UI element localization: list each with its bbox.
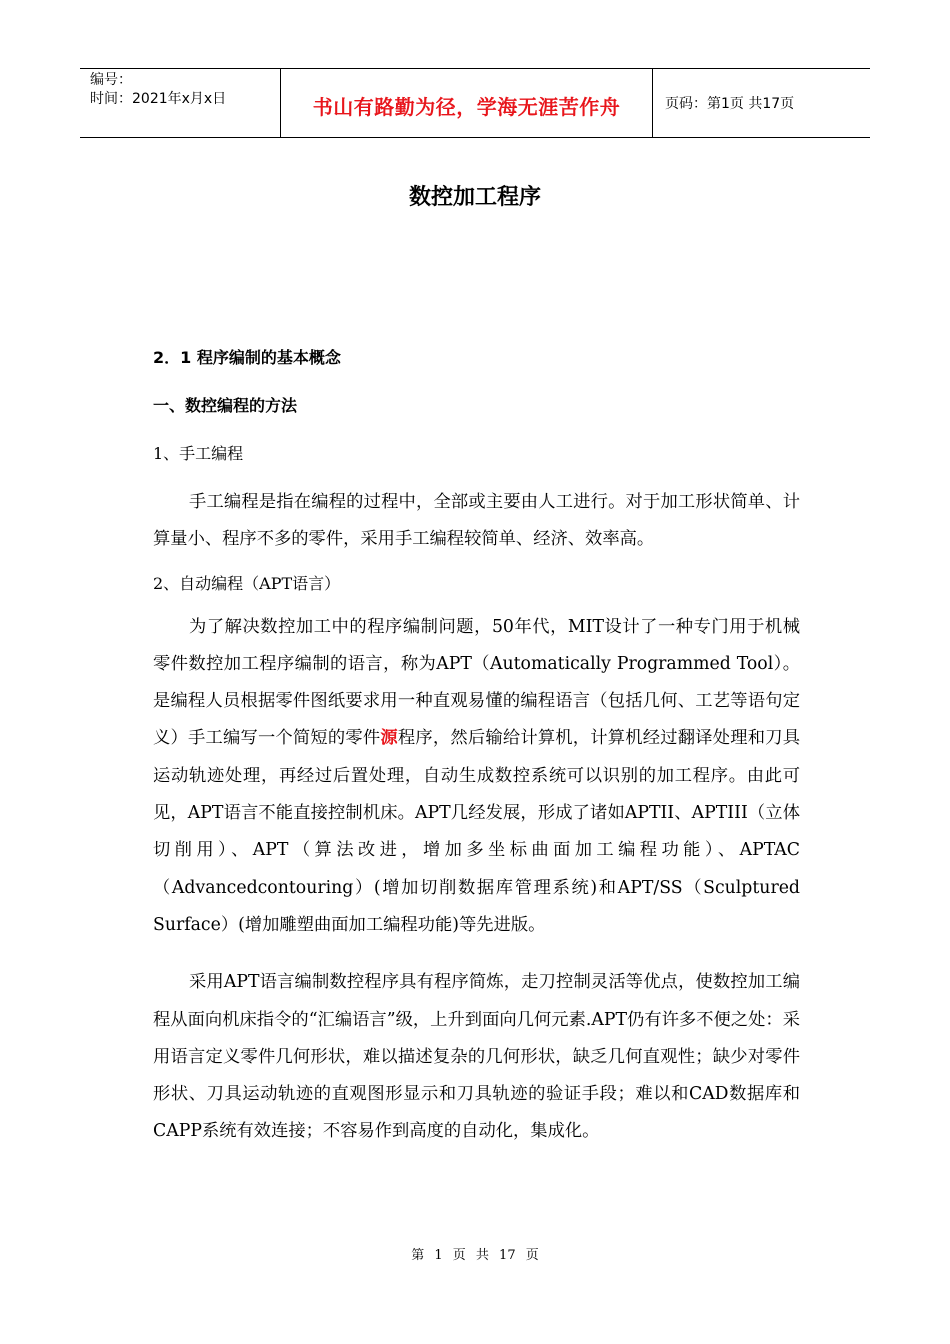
header-motto-cell — [281, 69, 653, 137]
page-info: 页码：第1页 共17页 — [665, 96, 795, 112]
header-meta-cell — [80, 69, 281, 137]
section-heading: 2．1 程序编制的基本概念 — [153, 348, 341, 367]
serial-label: 编号： — [90, 72, 132, 88]
header-page-cell — [653, 69, 870, 137]
item1-paragraph: 手工编程是指在编程的过程中，全部或主要由人工进行。对于加工形状简单、计算量小、程序不多的零件，采用手工编程较简单、经济、效率高。 — [153, 492, 800, 550]
subsection-heading: 一、数控编程的方法 — [153, 396, 298, 415]
item2-title: 2、自动编程（APT语言） — [153, 573, 341, 593]
item2-paragraph — [153, 609, 800, 945]
motto-text: 书山有路勤为径，学海无涯苦作舟 — [312, 94, 621, 119]
item2-text-after: 程序，然后输给计算机，计算机经过翻译处理和刀具运动轨迹处理，再经过后置处理，自动生成数控系统可以识别的加工程序。由此可见，APT语言不能直接控制机床。APT几经发展，形成了诸如APTII、APTIII（立体切削用）、APT（算法改进，增加多坐标曲面加工编程功能）、APTAC（Advancedcontouring）(增加切削数据库管理系统)和APT/SS（Sculptured Surface）(增加雕塑曲面加工编程功能)等先进版。 — [153, 728, 800, 935]
document-title: 数控加工程序 — [408, 185, 541, 210]
page-footer: 第 1 页 共 17 页 — [411, 1248, 539, 1263]
highlight-word: 源 — [380, 728, 398, 749]
document-body — [153, 338, 800, 1151]
time-label: 时间：2021年x月x日 — [90, 91, 227, 107]
item2-text-before: 为了解决数控加工中的程序编制问题，50年代，MIT设计了一种专门用于机械零件数控加工程序编制的语言，称为APT（Automatically Programmed Tool）。是编程人员根据零件图纸要求用一种直观易懂的编程语言（包括几何、工艺等语句定义）手工编写一个简短的零件 — [153, 616, 800, 749]
item1-title: 1、手工编程 — [153, 444, 244, 463]
header-table — [80, 68, 870, 138]
apt-paragraph: 采用APT语言编制数控程序具有程序简炼，走刀控制灵活等优点，使数控加工编程从面向机床指令的“汇编语言”级，上升到面向几何元素.APT仍有许多不便之处：采用语言定义零件几何形状，难以描述复杂的几何形状，缺乏几何直观性；缺少对零件形状、刀具运动轨迹的直观图形显示和刀具轨迹的验证手段；难以和CAD数据库和CAPP系统有效连接；不容易作到高度的自动化，集成化。 — [153, 972, 800, 1142]
